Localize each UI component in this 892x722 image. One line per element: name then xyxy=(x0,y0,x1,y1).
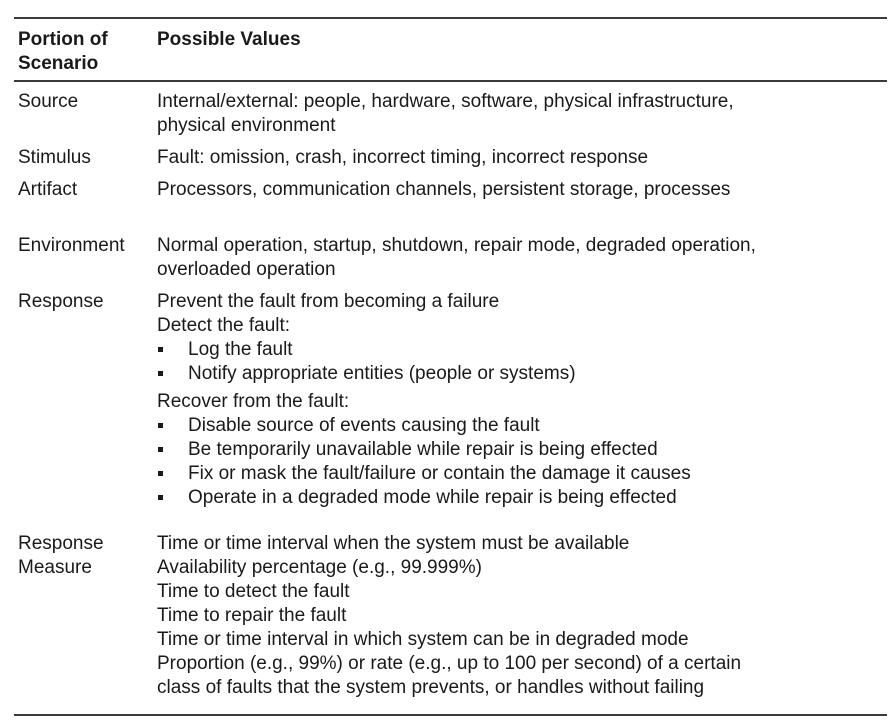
row-values-environment xyxy=(157,234,882,282)
value-line: Normal operation, startup, shutdown, repair mode, degraded operation, xyxy=(157,235,756,256)
bullet-text: Operate in a degraded mode while repair is being effected xyxy=(188,487,677,508)
header-possible-values: Possible Values xyxy=(157,29,301,50)
row-label-environment: Environment xyxy=(18,235,125,256)
bullet-square-icon xyxy=(158,347,163,352)
bullet-square-icon xyxy=(158,447,163,452)
table-top-rule xyxy=(14,17,887,19)
bullet-square-icon xyxy=(158,471,163,476)
row-label-response-measure: Response Measure xyxy=(18,533,104,578)
bullet-text: Disable source of events causing the fault xyxy=(188,415,540,436)
value-line: Time or time interval in which system can be in degraded mode xyxy=(157,629,689,650)
bullet-square-icon xyxy=(158,423,163,428)
value-line: Internal/external: people, hardware, software, physical infrastructure, xyxy=(157,91,734,112)
group-heading-detect: Detect the fault: xyxy=(157,315,291,336)
row-values-response xyxy=(157,290,882,510)
value-line: Processors, communication channels, persistent storage, processes xyxy=(157,179,731,200)
value-line: Time or time interval when the system must be available xyxy=(157,533,630,554)
bullet-item xyxy=(157,414,882,438)
value-line: physical environment xyxy=(157,115,336,136)
bullet-text: Be temporarily unavailable while repair is being effected xyxy=(188,439,658,460)
value-line: class of faults that the system prevents, or handles without failing xyxy=(157,677,705,698)
group-heading-recover: Recover from the fault: xyxy=(157,391,350,412)
value-line: Fault: omission, crash, incorrect timing, incorrect response xyxy=(157,147,649,168)
bullet-text: Notify appropriate entities (people or systems) xyxy=(188,363,576,384)
row-values-stimulus xyxy=(157,146,882,170)
row-label-response: Response xyxy=(18,291,104,312)
value-line: Time to detect the fault xyxy=(157,581,350,602)
row-label-artifact: Artifact xyxy=(18,179,78,200)
bullet-item xyxy=(157,438,882,462)
table-bottom-rule xyxy=(14,714,887,716)
row-values-response-measure xyxy=(157,532,882,700)
bullet-square-icon xyxy=(158,495,163,500)
bullet-item xyxy=(157,486,882,510)
value-line: overloaded operation xyxy=(157,259,336,280)
row-label-source: Source xyxy=(18,91,79,112)
bullet-text: Fix or mask the fault/failure or contain the damage it causes xyxy=(188,463,691,484)
value-line: Availability percentage (e.g., 99.999%) xyxy=(157,557,482,578)
bullet-item xyxy=(157,362,882,386)
bullet-square-icon xyxy=(158,371,163,376)
header-portion-of-scenario: Portion of Scenario xyxy=(18,29,108,74)
bullet-item xyxy=(157,462,882,486)
row-label-stimulus: Stimulus xyxy=(18,147,91,168)
bullet-text: Log the fault xyxy=(188,339,293,360)
row-values-source xyxy=(157,90,882,138)
value-line: Time to repair the fault xyxy=(157,605,347,626)
header-bottom-rule xyxy=(14,80,887,82)
value-line: Proportion (e.g., 99%) or rate (e.g., up to 100 per second) of a certain xyxy=(157,653,742,674)
response-intro: Prevent the fault from becoming a failure xyxy=(157,291,500,312)
row-values-artifact xyxy=(157,178,882,202)
bullet-item xyxy=(157,338,882,362)
